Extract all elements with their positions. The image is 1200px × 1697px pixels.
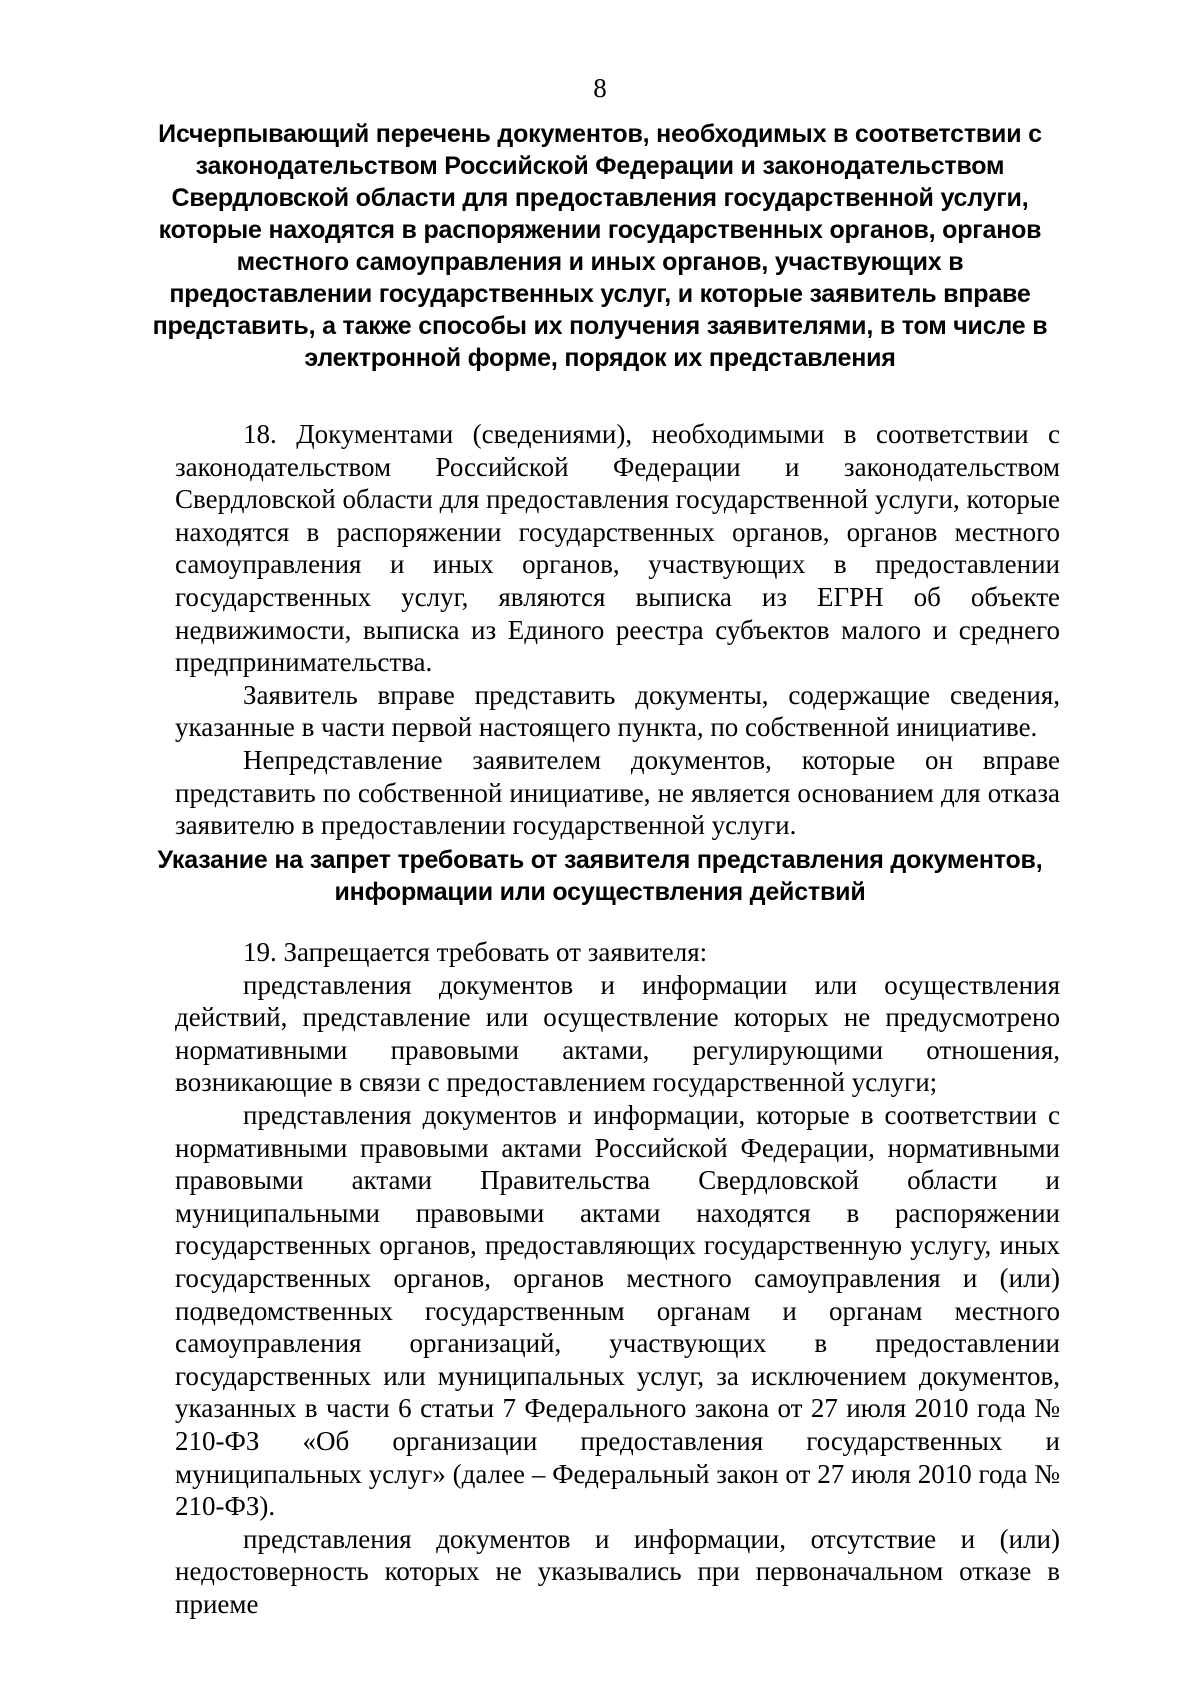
section-prohibition <box>175 936 1060 1620</box>
paragraph: представления документов и информации или осуществления действий, представление или осуществление которых не предусмотрено нормативными правовыми актами, регулирующими отношения, возникающие в связи с предоставлением государственной услуги; <box>175 969 1060 1098</box>
paragraph: представления документов и информации, которые в соответствии с нормативными правовыми актами Российской Федерации, нормативными правовыми актами Правительства Свердловской области и муниципальными правовыми актами находятся в распоряжении государственных органов, предоставляющих государственную услугу, иных государственных органов, органов местного самоуправления и (или) подведомственных государственным органам и органам местного самоуправления организаций, участвующих в предоставлении государственных или муниципальных услуг, за исключением документов, указанных в части 6 статьи 7 Федерального закона от 27 июля 2010 года № 210-ФЗ «Об организации предоставления государственных и муниципальных услуг» (далее – Федеральный закон от 27 июля 2010 года № 210-ФЗ). <box>175 1099 1060 1522</box>
paragraph: 18. Документами (сведениями), необходимыми в соответствии с законодательством Российской Федерации и законодательством Свердловской области для предоставления государственной услуги, которые находятся в распоряжении государственных органов, органов местного самоуправления и иных органов, участвующих в предоставлении государственных услуг, являются выписка из ЕГРН об объекте недвижимости, выписка из Единого реестра субъектов малого и среднего предпринимательства. <box>175 419 1060 678</box>
paragraph: Заявитель вправе представить документы, содержащие сведения, указанные в части первой настоящего пункта, по собственной инициативе. <box>175 679 1060 743</box>
paragraph: представления документов и информации, отсутствие и (или) недостоверность которых не указывались при первоначальном отказе в приеме <box>175 1523 1060 1619</box>
paragraph: 19. Запрещается требовать от заявителя: <box>243 937 708 967</box>
section-heading-prohibition: Указание на запрет требовать от заявителя представления документов, информации или осуществления действий <box>157 846 1043 906</box>
paragraph: Непредставление заявителем документов, которые он вправе представить по собственной инициативе, не является основанием для отказа заявителю в предоставлении государственной услуги. <box>175 744 1060 841</box>
section-documents-in-authorities <box>175 418 1060 842</box>
page-number: 8 <box>593 73 607 103</box>
section-heading-documents-list: Исчерпывающий перечень документов, необходимых в соответствии с законодательством Российской Федерации и законодательством Свердловской области для предоставления государственной услуги, которые находятся в распоряжении государственных органов, органов местного самоуправления и иных органов, участвующих в предоставлении государственных услуг, и которые заявитель вправе представить, а также способы их получения заявителями, в том числе в электронной форме, порядок их представления <box>152 120 1048 372</box>
